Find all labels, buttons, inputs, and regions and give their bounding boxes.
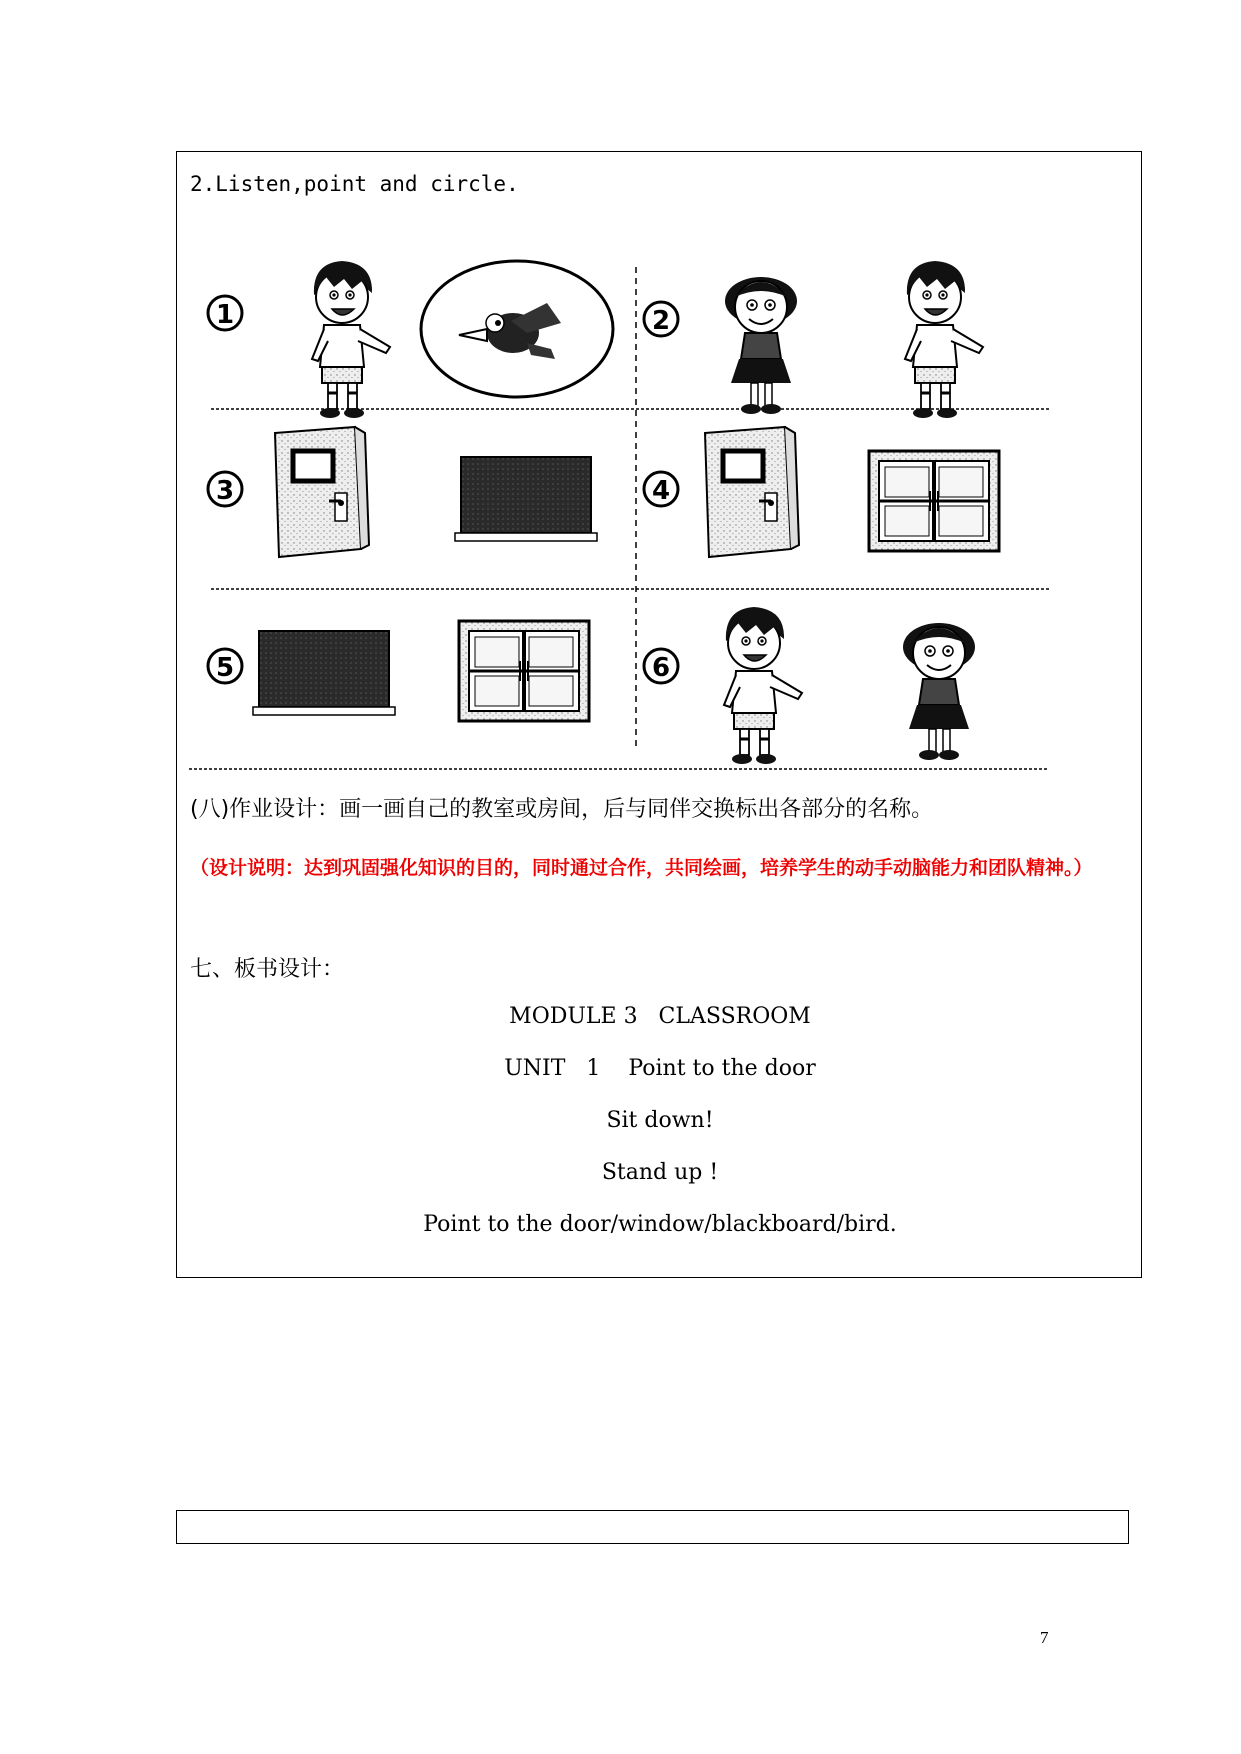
blackboard-illustration [455,457,597,541]
panel-number-2: 2 [651,306,671,336]
panel-number-5: 5 [215,653,235,683]
panel-4 [644,427,999,557]
girl-illustration [903,623,975,760]
panel-6 [644,607,975,764]
boy-illustration [905,261,983,418]
window-illustration [459,621,589,721]
panel-number-6: 6 [651,653,671,683]
board-line-unit: UNIT 1 Point to the door [504,1056,816,1081]
lesson-frame [176,151,1142,1278]
panel-number-3: 3 [215,476,235,506]
bird-illustration [421,261,613,397]
panel-number-4: 4 [651,476,671,506]
board-line-stand-up: Stand up ! [601,1160,719,1185]
board-line-module: MODULE 3 CLASSROOM [509,1004,811,1029]
design-note: （设计说明：达到巩固强化知识的目的，同时通过合作，共同绘画，培养学生的动手动脑能力和团队精神。） [190,857,1093,879]
board-line-sit-down: Sit down! [606,1108,714,1133]
door-illustration [275,427,369,557]
panel-2 [644,261,983,418]
blackboard-illustration [253,631,395,715]
panel-number-1: 1 [215,300,235,330]
girl-illustration [725,277,797,414]
page-number: 7 [1040,1628,1049,1647]
boy-illustration [724,607,802,764]
homework-text: (八)作业设计：画一画自己的教室或房间，后与同伴交换标出各部分的名称。 [190,797,934,822]
panel-3 [208,427,597,557]
exercise-illustration [189,237,1059,777]
panel-5 [208,621,589,721]
board-design-heading: 七、板书设计： [190,957,345,982]
window-illustration [869,451,999,551]
boy-illustration [312,261,390,418]
door-illustration [705,427,799,557]
exercise-title: 2.Listen,point and circle. [190,172,519,196]
board-line-point-to: Point to the door/window/blackboard/bird. [423,1212,897,1237]
panel-1 [208,261,613,418]
empty-table-row [176,1510,1129,1544]
